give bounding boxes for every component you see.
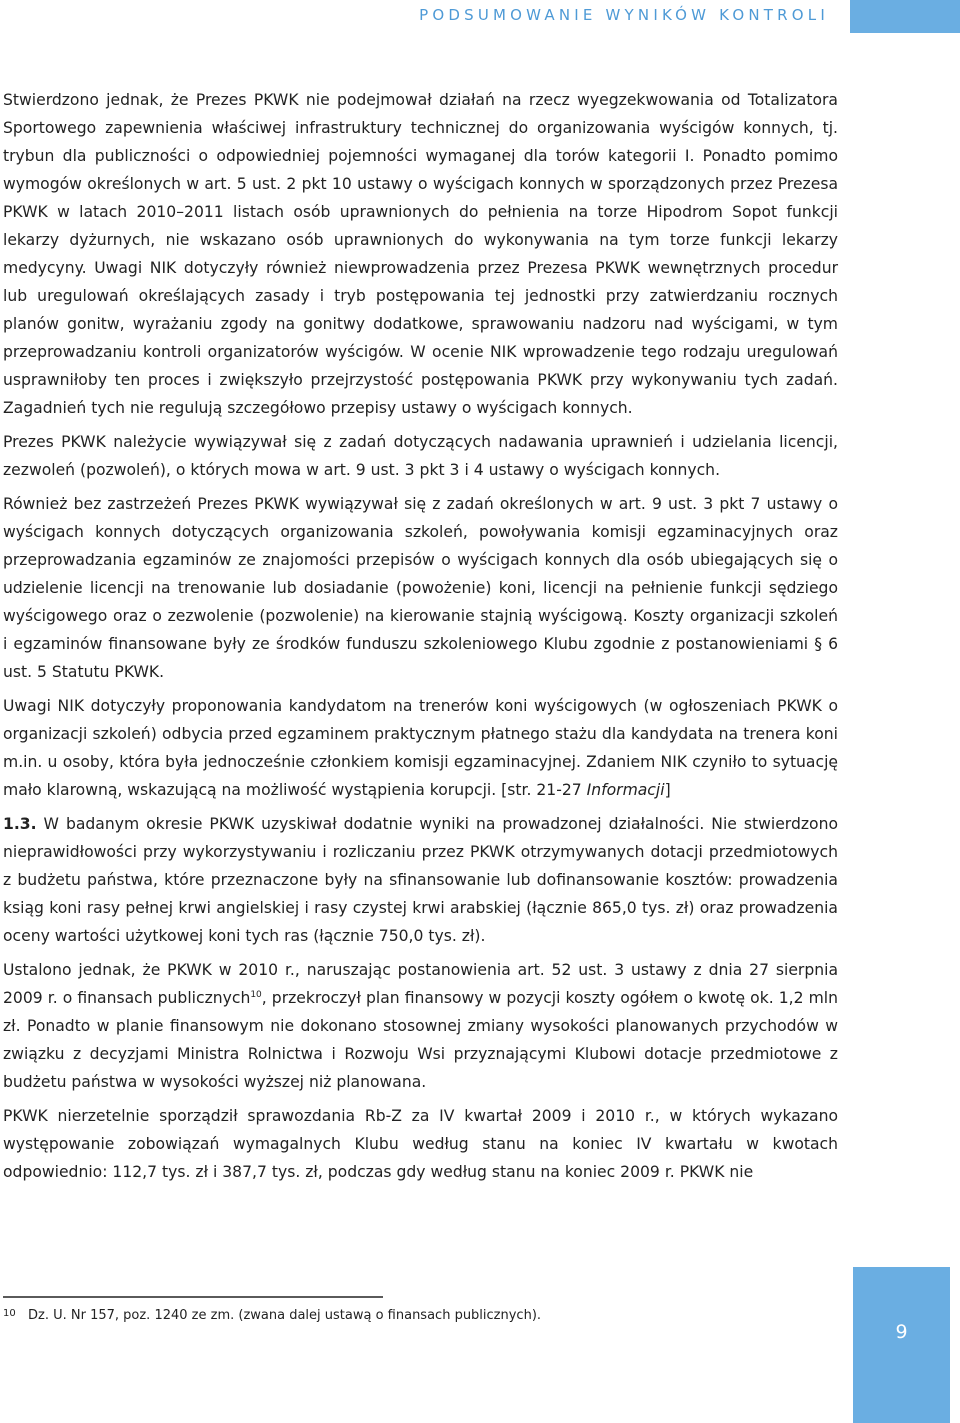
running-header-title: PODSUMOWANIE WYNIKÓW KONTROLI [419, 6, 829, 24]
footnote-mark: 10 [3, 1308, 16, 1319]
footnote [3, 1305, 541, 1325]
footnote-divider [3, 1296, 383, 1298]
footnote-reference[interactable]: 10 [250, 989, 262, 1000]
main-content [3, 86, 838, 1192]
paragraph-text: Ustalono jednak, że PKWK w 2010 r., naruszając postanowienia art. 52 ust. 3 ustawy z dnia 27 sierpnia 2009 r. o finansach publicznych [3, 961, 838, 1007]
paragraph-text: Uwagi NIK dotyczyły proponowania kandydatom na trenerów koni wyścigowych (w ogłoszeniach PKWK o organizacji szkoleń) odbycia przed egzaminem praktycznym płatnego stażu dla kandydata na trenera koni m.in. u osoby, która była jednocześnie członkiem komisji egzaminacyjnej. Zdaniem NIK czyniło to sytuację mało klarowną, wskazującą na możliwość wystąpienia korupcji. [str. 21-27 [3, 697, 838, 799]
paragraph: Stwierdzono jednak, że Prezes PKWK nie podejmował działań na rzecz wyegzekwowania od Totalizatora Sportowego zapewnienia właściwej infrastruktury technicznej do organizowania wyścigów konnych, tj. trybun dla publiczności o odpowiedniej pojemności wymaganej dla torów kategorii I. Ponadto pomimo wymogów określonych w art. 5 ust. 2 pkt 10 ustawy o wyścigach konnych w sporządzonych przez Prezesa PKWK w latach 2010–2011 listach osób uprawnionych do pełnienia na torze Hipodrom Sopot funkcji lekarzy dyżurnych, nie wskazano osób uprawnionych do wykonywania na tym torze funkcji lekarzy medycyny. Uwagi NIK dotyczyły również niewprowadzenia przez Prezesa PKWK wewnętrznych procedur lub uregulowań określających zasady i tryb postępowania tej jednostki przy zatwierdzaniu rocznych planów gonitw, wyrażaniu zgody na gonitwy dodatkowe, sprawowaniu nadzoru nad wyścigami, w tym przeprowadzaniu kontroli organizatorów wyścigów. W ocenie NIK wprowadzenie tego rodzaju uregulowań usprawniłoby ten proces i zwiększyło przejrzystość postępowania PKWK przy wykonywaniu tych zadań. Zagadnień tych nie regulują szczegółowo przepisy ustawy o wyścigach konnych. [3, 91, 838, 417]
header-accent-bar [850, 0, 960, 33]
page-number: 9 [895, 1321, 908, 1343]
paragraph [3, 956, 838, 1096]
paragraph: Również bez zastrzeżeń Prezes PKWK wywiązywał się z zadań określonych w art. 9 ust. 3 pkt 7 ustawy o wyścigach konnych dotyczących organizowania szkoleń, powoływania komisji egzaminacyjnych oraz przeprowadzania egzaminów ze znajomości przepisów o wyścigach konnych dla osób ubiegających się o udzielenie licencji na trenowanie lub dosiadanie (powożenie) koni, licencji na pełnienie funkcji sędziego wyścigowego oraz o zezwolenie (pozwolenie) na kierowanie stajnią wyścigową. Koszty organizacji szkoleń i egzaminów finansowane były ze środków funduszu szkoleniowego Klubu zgodnie z postanowieniami § 6 ust. 5 Statutu PKWK. [3, 495, 838, 681]
paragraph [3, 692, 838, 804]
section-number: 1.3. [3, 815, 37, 833]
paragraph: Prezes PKWK należycie wywiązywał się z zadań dotyczących nadawania uprawnień i udzielania licencji, zezwoleń (pozwoleń), o których mowa w art. 9 ust. 3 pkt 3 i 4 ustawy o wyścigach konnych. [3, 433, 838, 479]
paragraph-italic-ref: Informacji [586, 781, 665, 799]
paragraph-text-end: ] [664, 781, 671, 799]
paragraph: PKWK nierzetelnie sporządził sprawozdania Rb-Z za IV kwartał 2009 i 2010 r., w których wykazano występowanie zobowiązań wymagalnych Klubu według stanu na koniec IV kwartału w kwotach odpowiednio: 112,7 tys. zł i 387,7 tys. zł, podczas gdy według stanu na koniec 2009 r. PKWK nie [3, 1107, 838, 1181]
footnote-text: Dz. U. Nr 157, poz. 1240 ze zm. (zwana dalej ustawą o finansach publicznych). [28, 1308, 542, 1323]
paragraph-text: W badanym okresie PKWK uzyskiwał dodatnie wyniki na prowadzonej działalności. Nie stwierdzono nieprawidłowości przy wykorzystywaniu i rozliczaniu przez PKWK otrzymywanych dotacji przedmiotowych z budżetu państwa, które przeznaczone były na sfinansowanie lub dofinansowanie kosztów: prowadzenia ksiąg koni rasy pełnej krwi angielskiej i rasy czystej krwi arabskiej (łącznie 865,0 tys. zł) oraz prowadzenia oceny wartości użytkowej koni tych ras (łącznie 750,0 tys. zł). [3, 815, 838, 945]
paragraph [3, 810, 838, 950]
paragraph-text: , przekroczył plan finansowy w pozycji koszty ogółem o kwotę ok. 1,2 mln zł. Ponadto w planie finansowym nie dokonano stosownej zmiany wysokości planowanych przychodów w związku z decyzjami Ministra Rolnictwa i Rozwoju Wsi przyznającymi Klubowi dotacje przedmiotowe z budżetu państwa w wysokości wyższej niż planowana. [3, 989, 838, 1091]
page-number-box [853, 1267, 950, 1423]
